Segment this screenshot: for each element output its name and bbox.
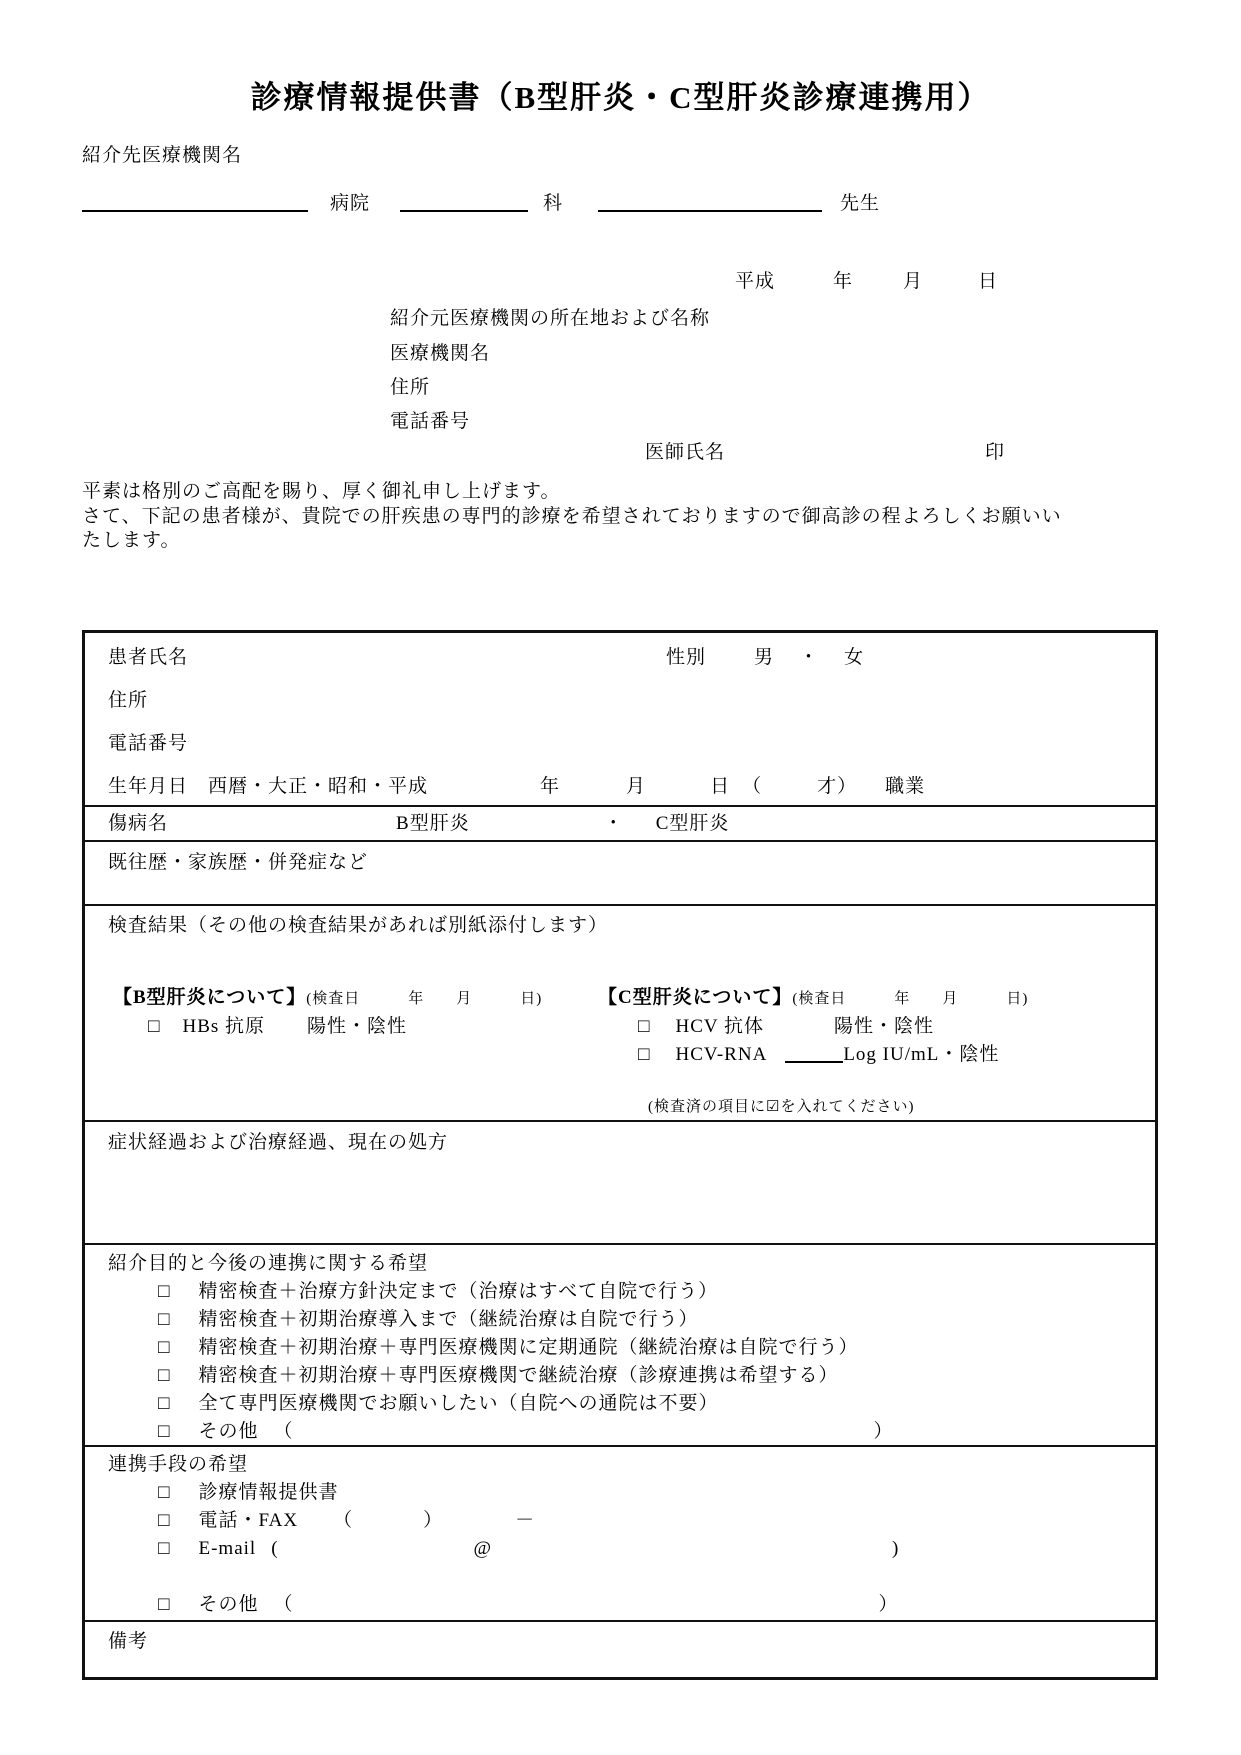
hcv-rna-checkbox[interactable]: □ xyxy=(638,1044,651,1065)
month-label: 月 xyxy=(903,271,924,292)
age-label: 才） xyxy=(817,776,858,797)
contact-heading: 連携手段の希望 xyxy=(108,1454,249,1475)
purpose-option-4-label: 精密検査＋初期治療＋専門医療機関で継続治療（診療連携は希望する） xyxy=(198,1365,839,1386)
sex-male-option[interactable]: 男 xyxy=(754,647,775,668)
patient-referral-table xyxy=(82,630,1158,1680)
purpose-other-label: その他 xyxy=(198,1421,259,1442)
year-label: 年 xyxy=(833,271,854,292)
birth-era-options[interactable]: 西暦・大正・昭和・平成 xyxy=(208,776,429,797)
contact-method-row xyxy=(85,1445,1155,1620)
hepatitis-c-section xyxy=(598,984,1028,1069)
diagnosis-separator: ・ xyxy=(603,813,624,834)
purpose-option-2-label: 精密検査＋初期治療導入まで（継続治療は自院で行う） xyxy=(198,1309,699,1330)
job-label: 職業 xyxy=(885,776,926,797)
recipient-hospital-blank[interactable] xyxy=(82,191,308,212)
contact-email-paren-close: ) xyxy=(892,1538,900,1559)
purpose-option-5-checkbox[interactable]: □ xyxy=(158,1393,171,1414)
contact-phone-dash: － xyxy=(515,1510,536,1531)
hbs-antigen-result-options[interactable]: 陽性・陰性 xyxy=(307,1016,408,1037)
contact-other-checkbox[interactable]: □ xyxy=(158,1594,171,1615)
hcv-antibody-result-options[interactable]: 陽性・陰性 xyxy=(834,1016,935,1037)
birth-year-label: 年 xyxy=(540,776,561,797)
day-label: 日 xyxy=(978,271,999,292)
contact-phone-label: 電話・FAX xyxy=(198,1510,299,1531)
diagnosis-row xyxy=(85,805,1155,840)
hepatitis-b-section xyxy=(113,984,570,1069)
contact-other-label: その他 xyxy=(198,1594,259,1615)
hcv-rna-unit-label: Log IU/mL・陰性 xyxy=(843,1044,1000,1065)
remarks-row xyxy=(85,1620,1155,1677)
patient-address-label: 住所 xyxy=(108,690,149,711)
hbs-antigen-label: HBs 抗原 xyxy=(182,1016,266,1037)
greeting-paragraph xyxy=(82,480,1062,554)
recipient-org-label: 紹介先医療機関名 xyxy=(82,145,243,166)
birthdate-label: 生年月日 xyxy=(108,776,189,797)
contact-email-paren-open: ( xyxy=(271,1538,279,1559)
referral-purpose-row xyxy=(85,1243,1155,1445)
contact-letter-checkbox[interactable]: □ xyxy=(158,1482,171,1503)
birth-day-label: 日 xyxy=(710,776,731,797)
sex-label: 性別 xyxy=(666,647,707,668)
sender-doctor-label: 医師氏名 xyxy=(645,442,726,463)
diagnosis-type-b[interactable]: B型肝炎 xyxy=(396,813,470,834)
recipient-department-blank[interactable] xyxy=(400,191,528,212)
contact-other-paren-close: ） xyxy=(878,1594,899,1615)
history-row xyxy=(85,840,1155,904)
sex-female-option[interactable]: 女 xyxy=(844,647,865,668)
greeting-line-3: たします。 xyxy=(82,530,181,551)
page-title: 診療情報提供書（B型肝炎・C型肝炎診療連携用） xyxy=(250,80,991,115)
purpose-option-2-checkbox[interactable]: □ xyxy=(158,1309,171,1330)
hepatitis-c-heading: 【C型肝炎について】 xyxy=(598,987,793,1008)
symptoms-label: 症状経過および治療経過、現在の処方 xyxy=(108,1132,449,1153)
hcv-rna-label: HCV-RNA xyxy=(675,1044,768,1065)
hepatitis-c-date-note: (検査日 年 月 日) xyxy=(792,991,1029,1007)
era-label: 平成 xyxy=(735,271,776,292)
purpose-other-paren-open: （ xyxy=(273,1421,294,1442)
hcv-antibody-checkbox[interactable]: □ xyxy=(638,1016,651,1037)
contact-phone-paren-close: ） xyxy=(423,1510,444,1531)
history-label: 既往歴・家族歴・併発症など xyxy=(108,852,369,873)
purpose-option-1-checkbox[interactable]: □ xyxy=(158,1281,171,1302)
sender-address-label: 住所 xyxy=(390,377,431,398)
patient-info-row xyxy=(85,633,1155,805)
purpose-option-1-label: 精密検査＋治療方針決定まで（治療はすべて自院で行う） xyxy=(198,1281,719,1302)
diagnosis-type-c[interactable]: C型肝炎 xyxy=(655,813,730,834)
department-suffix-label: 科 xyxy=(543,193,564,214)
hbs-antigen-checkbox[interactable]: □ xyxy=(148,1016,161,1037)
contact-phone-checkbox[interactable]: □ xyxy=(158,1510,171,1531)
diagnosis-label: 傷病名 xyxy=(108,813,169,834)
purpose-other-paren-close: ） xyxy=(873,1421,894,1442)
greeting-line-1: 平素は格別のご高配を賜り、厚く御礼申し上げます。 xyxy=(82,481,561,502)
purpose-option-4-checkbox[interactable]: □ xyxy=(158,1365,171,1386)
recipient-doctor-blank[interactable] xyxy=(598,191,822,212)
hospital-suffix-label: 病院 xyxy=(330,193,371,214)
birth-month-label: 月 xyxy=(626,776,647,797)
seal-label: 印 xyxy=(985,442,1006,463)
recipient-line xyxy=(82,188,880,215)
contact-email-label: E-mail xyxy=(198,1538,257,1559)
greeting-line-2: さて、下記の患者様が、貴院での肝疾患の専門的診療を希望されておりますので御高診の程よろしくお願いい xyxy=(82,505,1062,527)
purpose-option-5-label: 全て専門医療機関でお願いしたい（自院への通院は不要） xyxy=(198,1393,719,1414)
purpose-heading: 紹介目的と今後の連携に関する希望 xyxy=(108,1253,429,1274)
patient-phone-label: 電話番号 xyxy=(108,733,189,754)
sex-separator: ・ xyxy=(799,647,820,668)
doctor-suffix-label: 先生 xyxy=(840,193,881,214)
contact-email-checkbox[interactable]: □ xyxy=(158,1538,171,1559)
purpose-option-3-checkbox[interactable]: □ xyxy=(158,1337,171,1358)
date-line xyxy=(735,266,998,293)
purpose-option-3-label: 精密検査＋初期治療＋専門医療機関に定期通院（継続治療は自院で行う） xyxy=(198,1337,859,1358)
symptoms-row xyxy=(85,1120,1155,1243)
contact-email-at-sign: @ xyxy=(473,1538,493,1559)
sender-heading: 紹介元医療機関の所在地および名称 xyxy=(390,308,711,329)
hcv-rna-value-blank[interactable] xyxy=(785,1042,843,1063)
purpose-other-checkbox[interactable]: □ xyxy=(158,1421,171,1442)
test-results-row xyxy=(85,904,1155,1120)
hcv-antibody-label: HCV 抗体 xyxy=(675,1016,765,1037)
hepatitis-b-date-note: (検査日 年 月 日) xyxy=(306,991,543,1007)
age-paren-open: （ xyxy=(742,776,763,797)
test-results-label: 検査結果（その他の検査結果があれば別紙添付します） xyxy=(108,915,609,936)
checked-items-note: (検査済の項目に☑を入れてください) xyxy=(648,1099,915,1115)
contact-phone-paren-open: （ xyxy=(333,1510,354,1531)
hepatitis-b-heading: 【B型肝炎について】 xyxy=(113,987,307,1008)
sender-org-label: 医療機関名 xyxy=(390,343,491,364)
contact-letter-label: 診療情報提供書 xyxy=(198,1482,339,1503)
test-results-columns xyxy=(85,984,1155,1069)
remarks-label: 備考 xyxy=(108,1631,149,1652)
sender-phone-label: 電話番号 xyxy=(390,411,471,432)
patient-name-label: 患者氏名 xyxy=(108,647,189,668)
contact-other-paren-open: （ xyxy=(273,1594,294,1615)
